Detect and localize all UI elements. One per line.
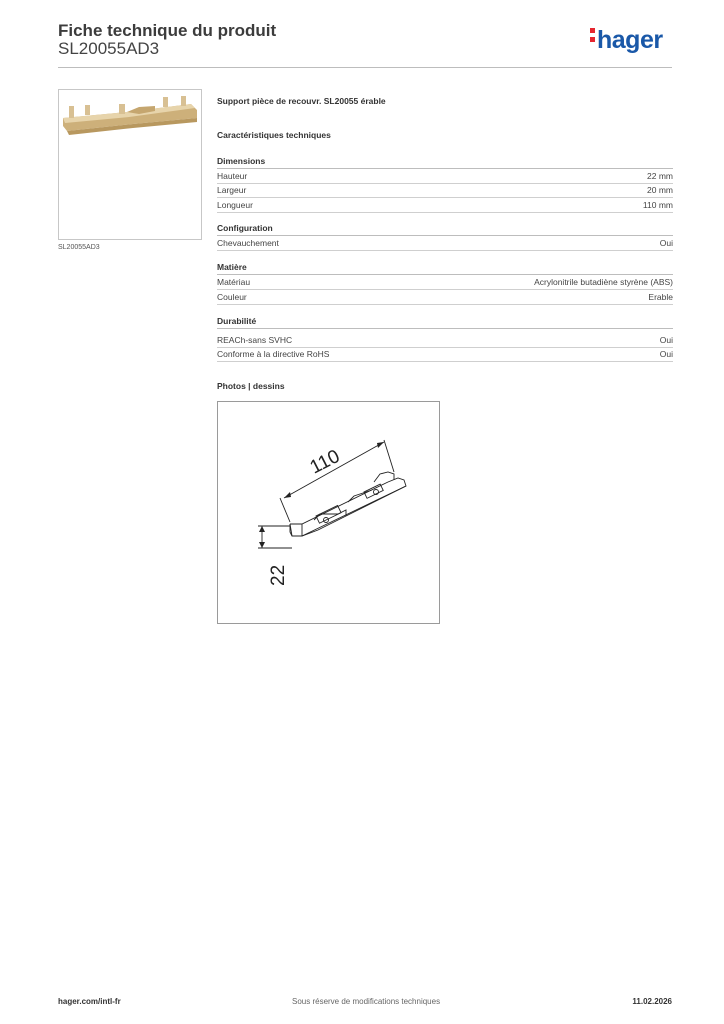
- spec-label: Longueur: [217, 200, 253, 210]
- spec-value: Erable: [648, 292, 673, 302]
- height-dimension-label: 22: [268, 564, 289, 586]
- logo-text: hager: [597, 26, 663, 54]
- product-image-frame: [58, 89, 202, 240]
- length-dimension-label: 110: [306, 445, 344, 479]
- footer-date: 11.02.2026: [632, 997, 672, 1006]
- spec-label: Largeur: [217, 185, 247, 195]
- spec-label: Matériau: [217, 277, 251, 287]
- spec-row: [217, 184, 673, 198]
- spec-value: 20 mm: [647, 185, 673, 195]
- spec-value: Acrylonitrile butadiène styrène (ABS): [534, 277, 673, 287]
- spec-row: [217, 237, 673, 251]
- photos-heading: Photos | dessins: [217, 381, 285, 391]
- spec-row: [217, 348, 673, 362]
- group-title-dimensions: Dimensions: [217, 156, 673, 169]
- spec-value: Oui: [659, 335, 673, 345]
- spec-row: [217, 199, 673, 213]
- footer-website: hager.com/intl-fr: [58, 997, 121, 1006]
- footer-disclaimer: Sous réserve de modifications techniques: [292, 997, 441, 1006]
- spec-row: [217, 276, 673, 290]
- group-title-configuration: Configuration: [217, 223, 673, 236]
- spec-row: [217, 334, 673, 348]
- spec-value: 110 mm: [642, 200, 673, 210]
- product-image-caption: SL20055AD3: [58, 244, 100, 251]
- product-reference: SL20055AD3: [58, 39, 160, 58]
- product-photo: [59, 90, 201, 239]
- spec-label: Chevauchement: [217, 238, 279, 248]
- spec-label: Hauteur: [217, 171, 248, 181]
- hager-logo: [590, 26, 663, 55]
- spec-label: REACh-sans SVHC: [217, 335, 293, 345]
- spec-row: [217, 291, 673, 305]
- group-title-matiere: Matière: [217, 262, 673, 275]
- technical-drawing: [217, 401, 440, 624]
- product-name: Support pièce de recouvr. SL20055 érable: [217, 96, 386, 106]
- logo-dots-icon: [590, 28, 595, 46]
- spec-row: [217, 170, 673, 184]
- dimension-drawing: [218, 402, 439, 623]
- spec-value: 22 mm: [647, 171, 673, 181]
- group-title-durabilite: Durabilité: [217, 316, 673, 329]
- page-title: Fiche technique du produit: [58, 21, 277, 40]
- spec-value: Oui: [659, 349, 673, 359]
- header-divider: [58, 67, 672, 68]
- spec-label: Conforme à la directive RoHS: [217, 349, 330, 359]
- specs-heading: Caractéristiques techniques: [217, 130, 331, 140]
- spec-value: Oui: [659, 238, 673, 248]
- spec-label: Couleur: [217, 292, 247, 302]
